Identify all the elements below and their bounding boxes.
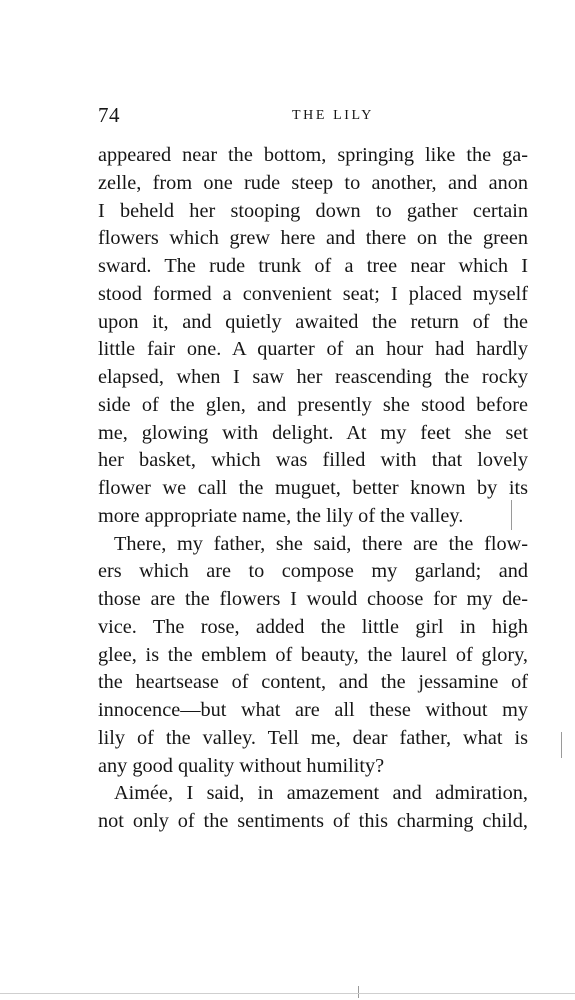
text-line: flowers which grew here and there on the green — [98, 227, 528, 250]
text-line: glee, is the emblem of beauty, the laurel of glory, — [98, 643, 528, 666]
text-line: more appropriate name, the lily of the valley. — [98, 504, 464, 527]
text-line: elapsed, when I saw her reascending the rocky — [98, 366, 528, 388]
text-line: zelle, from one rude steep to another, and anon — [98, 171, 528, 194]
text-line: her basket, which was filled with that lovely — [98, 449, 528, 472]
text-line: I beheld her stooping down to gather certain — [98, 199, 528, 222]
text-line: not only of the sentiments of this charming child, — [98, 810, 528, 832]
text-line: stood formed a convenient seat; I placed myself — [98, 282, 528, 305]
text-line: upon it, and quietly awaited the return of the — [98, 310, 528, 333]
paragraph-2 — [98, 531, 528, 781]
text-line: those are the flowers I would choose for my de- — [98, 588, 528, 610]
text-line: side of the glen, and presently she stood before — [98, 393, 528, 416]
running-title: THE LILY — [292, 108, 374, 123]
paragraph-1 — [98, 142, 528, 531]
text-line: appeared near the bottom, springing like the ga- — [98, 144, 528, 166]
scan-mark — [511, 500, 512, 530]
page-number: 74 — [98, 103, 120, 127]
text-line: any good quality without humility? — [98, 754, 385, 777]
body-text — [98, 142, 528, 836]
text-line: sward. The rude trunk of a tree near which I — [98, 255, 528, 277]
text-line: flower we call the muguet, better known by its — [98, 477, 528, 499]
text-line: ers which are to compose my garland; and — [98, 560, 528, 583]
text-line: lily of the valley. Tell me, dear father, what is — [98, 726, 528, 749]
scan-mark — [358, 986, 359, 998]
text-line: There, my father, she said, there are the flow- — [114, 532, 528, 555]
text-line: me, glowing with delight. At my feet she set — [98, 421, 528, 444]
page-bottom-edge — [0, 993, 575, 994]
paragraph-3 — [98, 780, 528, 836]
text-line: little fair one. A quarter of an hour had hardly — [98, 338, 528, 361]
text-line: the heartsease of content, and the jessamine of — [98, 671, 528, 694]
text-line: innocence—but what are all these without my — [98, 699, 528, 721]
page-header — [98, 102, 528, 132]
scan-mark — [561, 732, 562, 758]
text-line: vice. The rose, added the little girl in high — [98, 615, 528, 638]
text-line: Aimée, I said, in amazement and admiration, — [114, 782, 528, 805]
